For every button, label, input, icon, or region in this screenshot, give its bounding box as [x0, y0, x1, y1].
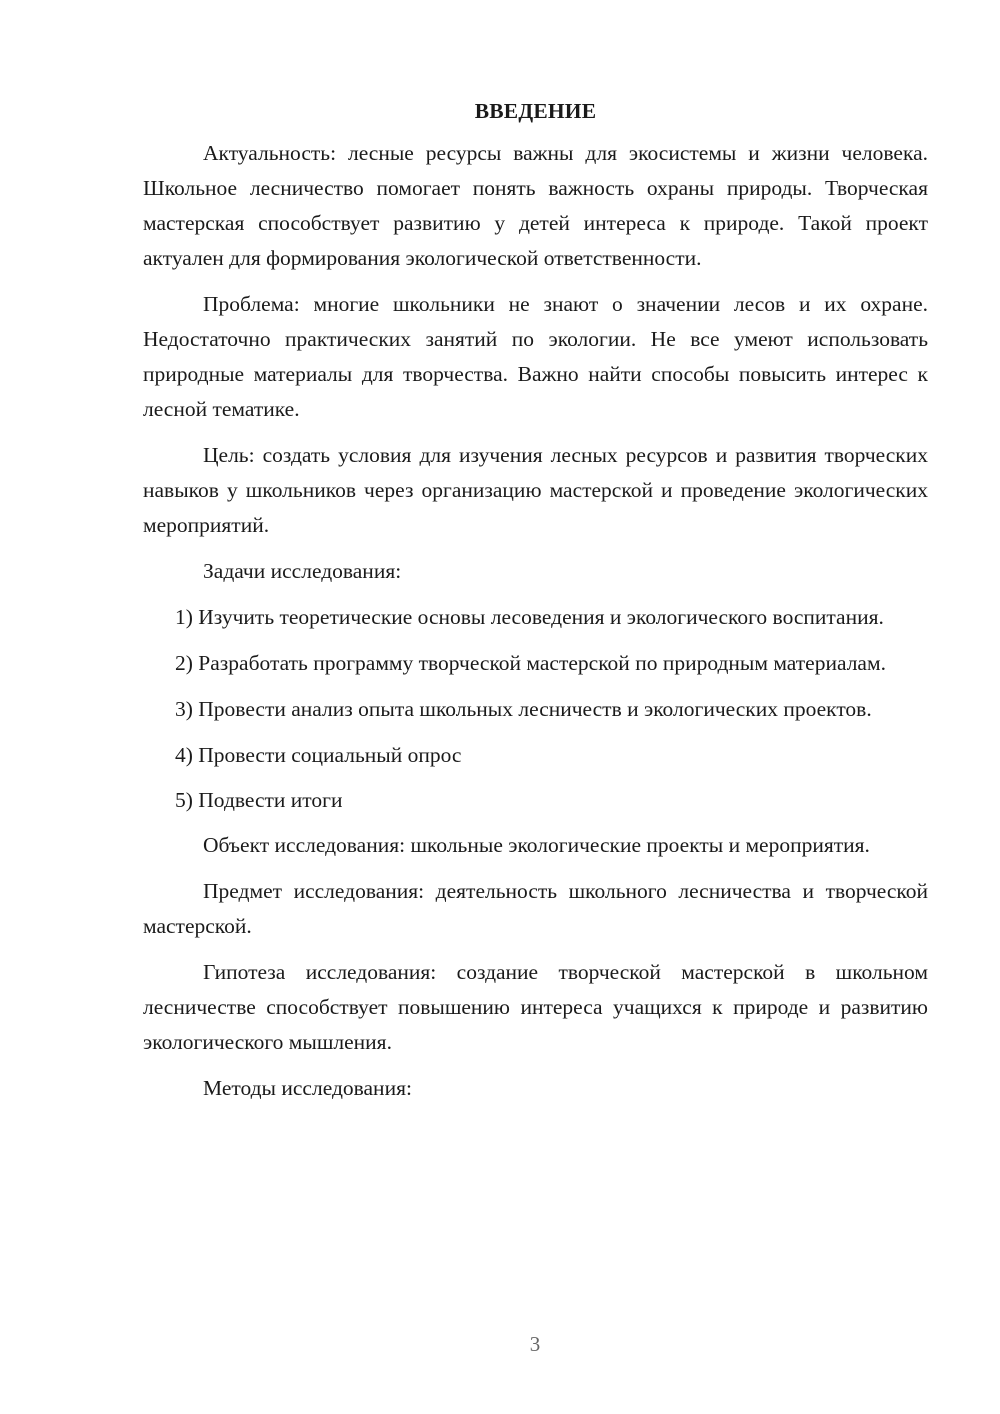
goal-paragraph: Цель: создать условия для изучения лесных ресурсов и развития творческих навыков у школьников через организацию мастерской и проведение экологических мероприятий.: [143, 443, 928, 537]
task-item-2: 2) Разработать программу творческой мастерской по природным материалам.: [175, 651, 886, 675]
hypothesis-paragraph: Гипотеза исследования: создание творческой мастерской в школьном лесничестве способствует повышению интереса учащихся к природе и развитию экологического мышления.: [143, 960, 928, 1054]
document-page: [143, 95, 928, 1106]
section-title: ВВЕДЕНИЕ: [474, 99, 597, 123]
methods-heading: Методы исследования:: [203, 1076, 412, 1100]
relevance-paragraph: Актуальность: лесные ресурсы важны для экосистемы и жизни человека. Школьное лесничество помогает понять важность охраны природы. Творческая мастерская способствует развитию у детей интереса к природе. Такой проект актуален для формирования экологической ответственности.: [143, 141, 928, 270]
task-item-3: 3) Провести анализ опыта школьных лесничеств и экологических проектов.: [175, 697, 872, 721]
object-paragraph: Объект исследования: школьные экологические проекты и мероприятия.: [203, 833, 870, 857]
task-item-5: 5) Подвести итоги: [175, 788, 343, 812]
task-item-4: 4) Провести социальный опрос: [175, 743, 462, 767]
subject-paragraph: Предмет исследования: деятельность школьного лесничества и творческой мастерской.: [143, 879, 928, 938]
page-number: 3: [529, 1332, 541, 1356]
task-item-1: 1) Изучить теоретические основы лесоведения и экологического воспитания.: [175, 605, 884, 629]
problem-paragraph: Проблема: многие школьники не знают о значении лесов и их охране. Недостаточно практических занятий по экологии. Не все умеют использовать природные материалы для творчества. Важно найти способы повысить интерес к лесной тематике.: [143, 292, 928, 421]
tasks-heading: Задачи исследования:: [203, 559, 402, 583]
